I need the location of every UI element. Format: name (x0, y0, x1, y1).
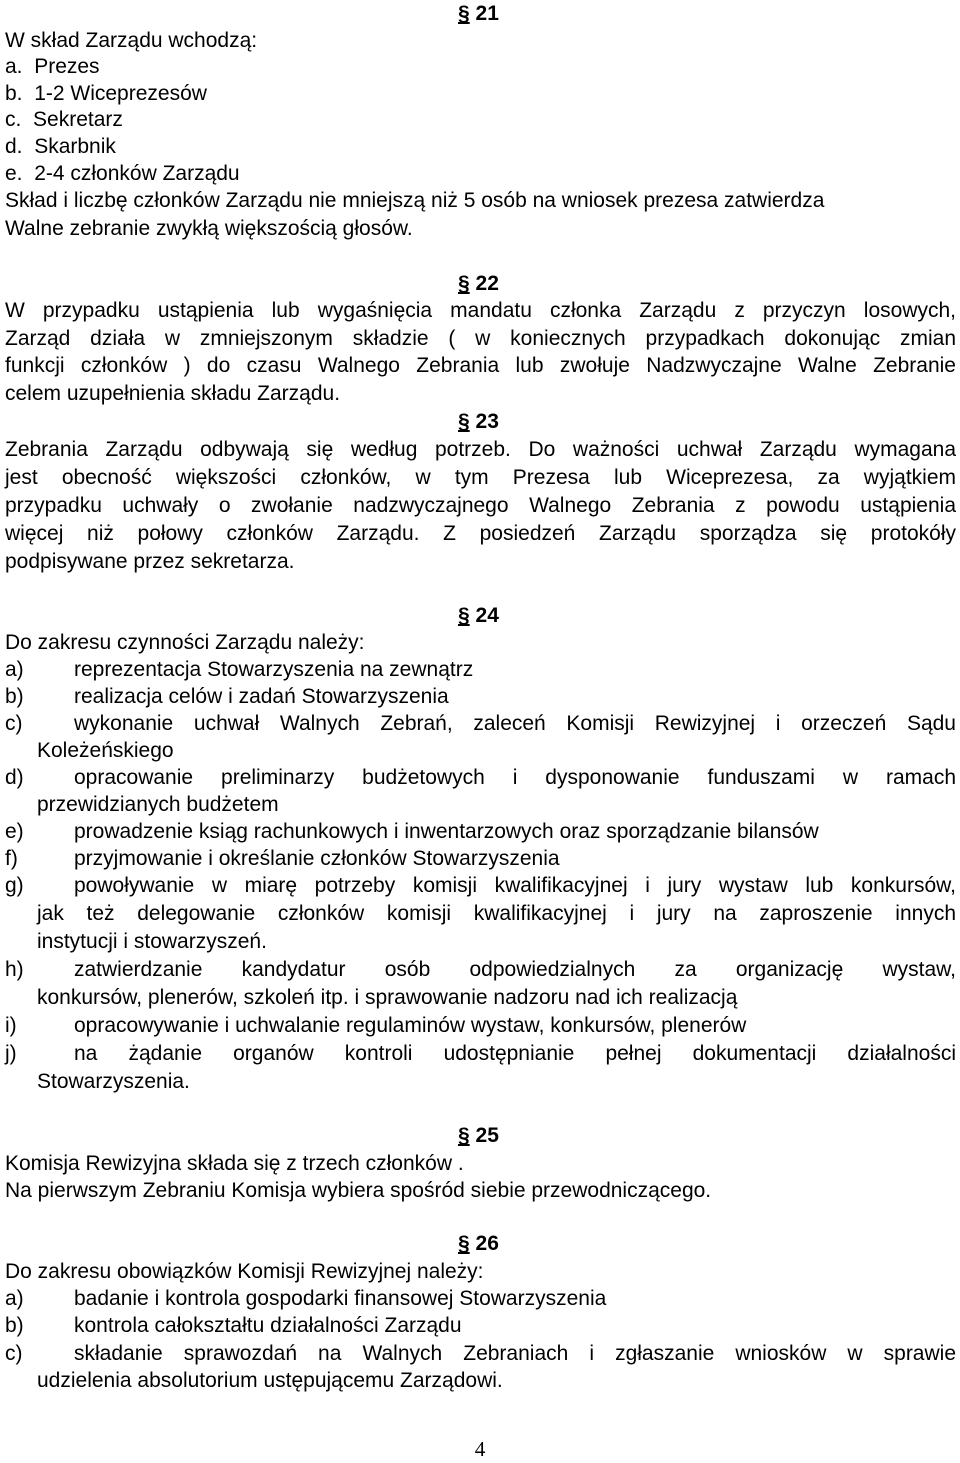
section-21-intro: W skład Zarządu wchodzą: (5, 29, 258, 52)
section-25-text-line: Komisja Rewizyjna składa się z trzech członków . (5, 1152, 464, 1175)
item-label: a. (5, 55, 23, 78)
item-label: b) (5, 1314, 24, 1337)
section-25-heading: § 25 (458, 1124, 499, 1147)
section-21-text-line: Walne zebranie zwykłą większością głosów. (5, 217, 413, 240)
section-24-item-c-continued: Koleżeńskiego (37, 739, 174, 762)
item-text: 1-2 Wiceprezesów (34, 82, 207, 105)
section-24-item-e: prowadzenie ksiąg rachunkowych i inwentarzowych oraz sporządzanie bilansów (74, 820, 819, 843)
section-24-item-g: powoływanie w miarę potrzeby komisji kwalifikacyjnej i jury wystaw lub konkursów, (74, 874, 956, 897)
section-21-text-line: Skład i liczbę członków Zarządu nie mniejszą niż 5 osób na wniosek prezesa zatwierdza (5, 189, 825, 212)
item-label: g) (5, 874, 24, 897)
section-23-text-line: przypadku uchwały o zwołanie nadzwyczajnego Walnego Zebrania z powodu ustąpienia (5, 494, 956, 517)
section-26-item-c: składanie sprawozdań na Walnych Zebraniach i zgłaszanie wniosków w sprawie (74, 1342, 956, 1365)
page-number: 4 (474, 1437, 486, 1461)
section-22-text-line: celem uzupełnienia składu Zarządu. (5, 382, 341, 405)
section-24-item-h-continued: konkursów, plenerów, szkoleń itp. i sprawowanie nadzoru nad ich realizacją (37, 986, 738, 1009)
section-24-item-f: przyjmowanie i określanie członków Stowarzyszenia (74, 847, 560, 870)
section-26-item-a: badanie i kontrola gospodarki finansowej Stowarzyszenia (74, 1287, 607, 1310)
section-26-item-c-continued: udzielenia absolutorium ustępującemu Zarządowi. (37, 1369, 503, 1392)
section-mark: § (458, 1232, 470, 1255)
item-label: j) (5, 1042, 17, 1065)
item-label: h) (5, 958, 24, 981)
item-label: a) (5, 658, 24, 681)
item-label: c) (5, 712, 23, 735)
section-22-text-line: Zarząd działa w zmniejszonym składzie ( w koniecznych przypadkach dokonując zmian (5, 327, 956, 350)
section-mark: § (458, 2, 470, 25)
section-mark: § (458, 272, 470, 295)
item-label: i) (5, 1014, 17, 1037)
section-24-intro: Do zakresu czynności Zarządu należy: (5, 631, 365, 654)
section-24-item-c: wykonanie uchwał Walnych Zebrań, zaleceń Komisji Rewizyjnej i orzeczeń Sądu (74, 712, 956, 735)
section-21-item-d (5, 133, 116, 160)
section-22-heading: § 22 (458, 272, 499, 295)
item-label: d. (5, 135, 23, 158)
section-26-item-b: kontrola całokształtu działalności Zarządu (74, 1314, 462, 1337)
section-25-text-line: Na pierwszym Zebraniu Komisja wybiera spośród siebie przewodniczącego. (5, 1179, 712, 1202)
item-label: d) (5, 766, 24, 789)
item-label: e. (5, 162, 23, 185)
item-text: Sekretarz (33, 108, 123, 131)
section-21-item-c (5, 106, 123, 133)
section-mark: § (458, 604, 470, 627)
section-24-item-d: opracowanie preliminarzy budżetowych i dysponowanie funduszami w ramach (74, 766, 956, 789)
section-21-item-b (5, 80, 207, 107)
section-23-text-line: więcej niż połowy członków Zarządu. Z posiedzeń Zarządu sporządza się protokóły (5, 522, 956, 545)
section-24-item-d-continued: przewidzianych budżetem (37, 793, 279, 816)
item-label: c) (5, 1342, 23, 1365)
item-label: b) (5, 685, 24, 708)
section-24-item-g-continued: instytucji i stowarzyszeń. (37, 930, 267, 953)
section-24-item-j: na żądanie organów kontroli udostępnianie pełnej dokumentacji działalności (74, 1042, 956, 1065)
section-24-item-j-continued: Stowarzyszenia. (37, 1070, 190, 1093)
section-23-heading: § 23 (458, 410, 499, 433)
section-24-item-a: reprezentacja Stowarzyszenia na zewnątrz (74, 658, 474, 681)
item-text: Skarbnik (34, 135, 116, 158)
section-24-heading: § 24 (458, 604, 499, 627)
item-label: c. (5, 108, 22, 131)
item-label: b. (5, 82, 23, 105)
section-26-heading: § 26 (458, 1232, 499, 1255)
item-label: e) (5, 820, 24, 843)
item-label: a) (5, 1287, 24, 1310)
section-23-text-line: podpisywane przez sekretarza. (5, 550, 295, 573)
section-22-text-line: W przypadku ustąpienia lub wygaśnięcia mandatu członka Zarządu z przyczyn losowych, (5, 299, 956, 322)
item-text: Prezes (34, 55, 100, 78)
section-21-item-e (5, 160, 240, 187)
section-mark: § (458, 1124, 470, 1147)
item-text: 2-4 członków Zarządu (34, 162, 240, 185)
section-21-item-a (5, 53, 100, 80)
section-24-item-g-continued: jak też delegowanie członków komisji kwalifikacyjnej i jury na zaproszenie innych (37, 902, 956, 925)
section-24-item-b: realizacja celów i zadań Stowarzyszenia (74, 685, 449, 708)
section-23-text-line: jest obecność większości członków, w tym Prezesa lub Wiceprezesa, za wyjątkiem (5, 466, 956, 489)
section-mark: § (458, 410, 470, 433)
section-21-heading: § 21 (458, 2, 499, 25)
section-22-text-line: funkcji członków ) do czasu Walnego Zebrania lub zwołuje Nadzwyczajne Walne Zebranie (5, 354, 956, 377)
section-26-intro: Do zakresu obowiązków Komisji Rewizyjnej należy: (5, 1260, 484, 1283)
section-24-item-i: opracowywanie i uchwalanie regulaminów wystaw, konkursów, plenerów (74, 1014, 747, 1037)
item-label: f) (5, 847, 18, 870)
section-24-item-h: zatwierdzanie kandydatur osób odpowiedzialnych za organizację wystaw, (74, 958, 956, 981)
section-23-text-line: Zebrania Zarządu odbywają się według potrzeb. Do ważności uchwał Zarządu wymagana (5, 438, 956, 461)
